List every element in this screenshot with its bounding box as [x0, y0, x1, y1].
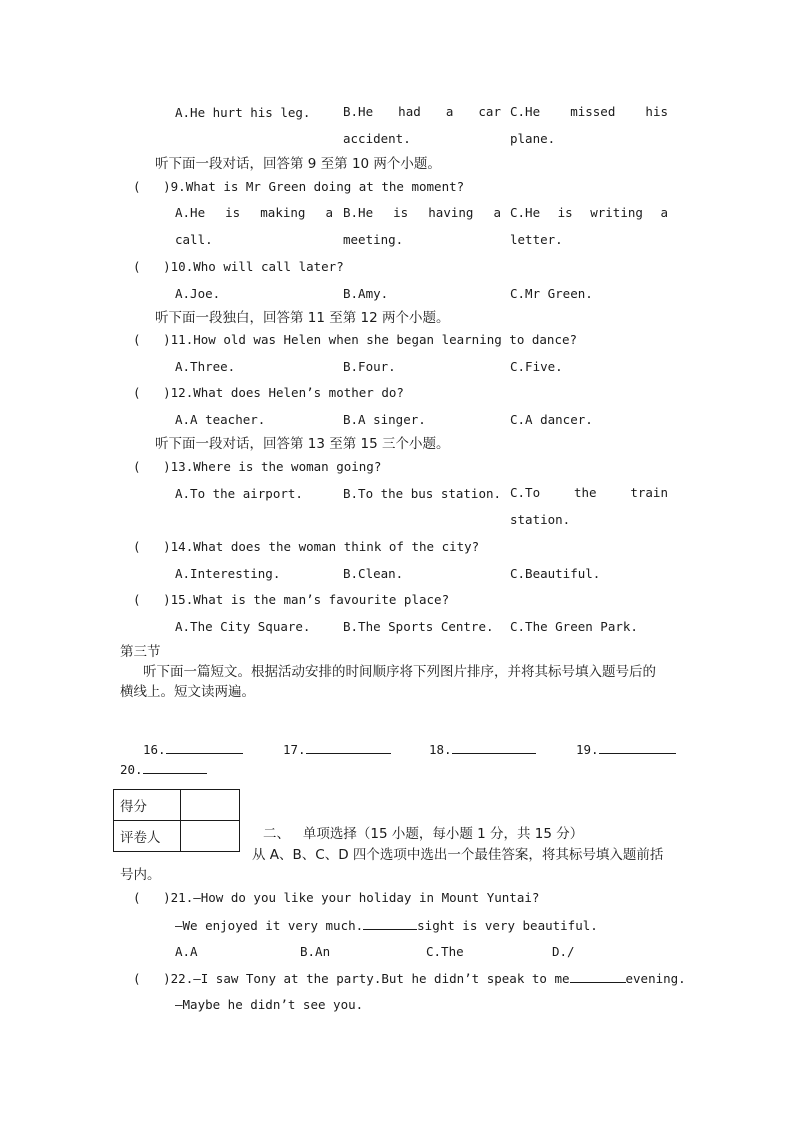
- q10-text: 10.Who will call later?: [170, 259, 344, 274]
- q11-text: 11.How old was Helen when she began learning to dance?: [170, 332, 578, 347]
- q9-option-a-line2: call.: [175, 232, 213, 247]
- word: making: [260, 205, 306, 220]
- q11-question: [133, 332, 577, 347]
- q9-option-b-line2: meeting.: [343, 232, 404, 247]
- answer-blank-19: [576, 741, 676, 757]
- blank-line[interactable]: [599, 741, 676, 754]
- q12-option-b: B.A singer.: [343, 412, 426, 427]
- answer-paren-close: ): [163, 332, 171, 347]
- answer-blank-17: [283, 741, 391, 757]
- q8-option-c: [510, 98, 668, 152]
- q14-option-c: C.Beautiful.: [510, 566, 601, 581]
- q8-option-b-line1: [343, 98, 501, 125]
- part2-instruction-line2: 号内。: [120, 867, 161, 883]
- blank-line[interactable]: [452, 741, 536, 754]
- q21-option-a: A.A: [175, 944, 198, 959]
- answer-paren-close: ): [163, 179, 171, 194]
- q12-option-c: C.A dancer.: [510, 412, 593, 427]
- part2-heading: [263, 822, 583, 842]
- q9-option-a-line1: [175, 199, 333, 226]
- blank-number: 17.: [283, 742, 306, 757]
- word: his: [645, 104, 668, 119]
- blank-line[interactable]: [143, 761, 207, 774]
- answer-blank-18: [429, 741, 536, 757]
- q12-text: 12.What does Helen’s mother do?: [170, 385, 404, 400]
- dialogue-13-15-instruction: 听下面一段对话，回答第 13 至第 15 三个小题。: [155, 436, 450, 452]
- q9-option-b-line1: [343, 199, 501, 226]
- word: C.To: [510, 485, 541, 500]
- blank-line[interactable]: [166, 741, 243, 754]
- q14-option-a: A.Interesting.: [175, 566, 281, 581]
- word: a: [445, 104, 454, 119]
- q10-option-a: A.Joe.: [175, 286, 221, 301]
- answer-paren-open: (: [133, 890, 141, 905]
- q13-option-c-line1: [510, 479, 668, 506]
- answer-paren-close: ): [163, 385, 171, 400]
- q21-option-b: B.An: [300, 944, 331, 959]
- word: is: [557, 205, 573, 220]
- blank-number: 16.: [143, 742, 166, 757]
- q10-option-c: C.Mr Green.: [510, 286, 593, 301]
- answer-paren-open: (: [133, 179, 141, 194]
- answer-paren-open: (: [133, 971, 141, 986]
- q13-option-c: [510, 479, 668, 533]
- word: B.He: [343, 104, 374, 119]
- word: C.He: [510, 205, 541, 220]
- q11-option-b: B.Four.: [343, 359, 396, 374]
- monologue-11-12-instruction: 听下面一段独白，回答第 11 至第 12 两个小题。: [155, 310, 450, 326]
- score-table: [113, 789, 240, 852]
- answer-paren-open: (: [133, 592, 141, 607]
- q15-option-a: A.The City Square.: [175, 619, 311, 634]
- q12-question: [133, 385, 404, 400]
- q8-option-a: A.He hurt his leg.: [175, 105, 311, 120]
- word: B.He: [343, 205, 374, 220]
- q9-option-b: [343, 199, 501, 253]
- word: C.He: [510, 104, 541, 119]
- q8-option-c-line1: [510, 98, 668, 125]
- word: the: [573, 485, 597, 500]
- q22-question: [133, 970, 686, 986]
- answer-paren-close: ): [163, 539, 171, 554]
- q13-option-a: A.To the airport.: [175, 486, 303, 501]
- grader-row: [114, 821, 240, 852]
- answer-blank-20: [120, 761, 207, 777]
- grader-cell[interactable]: [181, 821, 240, 852]
- q14-option-b: B.Clean.: [343, 566, 404, 581]
- q9-option-c-line1: [510, 199, 668, 226]
- q21-option-d: D./: [552, 944, 575, 959]
- q22-line1-post: evening.: [625, 971, 686, 986]
- q13-text: 13.Where is the woman going?: [170, 459, 382, 474]
- word: A.He: [175, 205, 206, 220]
- q21-line2-post: sight is very beautiful.: [417, 918, 598, 933]
- answer-paren-open: (: [133, 459, 141, 474]
- blank-number: 20.: [120, 762, 143, 777]
- q15-text: 15.What is the man’s favourite place?: [170, 592, 450, 607]
- q21-line1: 21.—How do you like your holiday in Mount Yuntai?: [170, 890, 540, 905]
- q21-line2-pre: —We enjoyed it very much.: [175, 918, 364, 933]
- blank-number: 19.: [576, 742, 599, 757]
- answer-paren-close: ): [163, 592, 171, 607]
- word: writing: [590, 205, 643, 220]
- q21-option-c: C.The: [426, 944, 464, 959]
- q11-option-c: C.Five.: [510, 359, 563, 374]
- q14-question: [133, 539, 479, 554]
- q22-line2: —Maybe he didn’t see you.: [175, 997, 364, 1012]
- answer-blank-16: [143, 741, 243, 757]
- q21-blank[interactable]: [363, 917, 417, 930]
- blank-number: 18.: [429, 742, 452, 757]
- answer-paren-close: ): [163, 971, 171, 986]
- q21-line2: [175, 917, 598, 933]
- word: had: [398, 104, 421, 119]
- q11-option-a: A.Three.: [175, 359, 236, 374]
- answer-paren-open: (: [133, 539, 141, 554]
- section3-instruction-line1: 听下面一篇短文。根据活动安排的时间顺序将下列图片排序，并将其标号填入题号后的: [143, 664, 656, 680]
- q15-option-c: C.The Green Park.: [510, 619, 638, 634]
- q12-option-a: A.A teacher.: [175, 412, 266, 427]
- q15-option-b: B.The Sports Centre.: [343, 619, 494, 634]
- q13-option-b: B.To the bus station.: [343, 486, 502, 501]
- answer-paren-open: (: [133, 385, 141, 400]
- word: train: [630, 485, 668, 500]
- q9-text: 9.What is Mr Green doing at the moment?: [170, 179, 465, 194]
- q8-option-b-line2: accident.: [343, 131, 411, 146]
- q10-question: [133, 259, 344, 274]
- q14-text: 14.What does the woman think of the city?: [170, 539, 480, 554]
- q9-question: [133, 179, 464, 194]
- section3-instruction-line2: 横线上。短文读两遍。: [120, 684, 255, 700]
- blank-line[interactable]: [306, 741, 391, 754]
- answer-paren-open: (: [133, 259, 141, 274]
- score-cell[interactable]: [181, 790, 240, 821]
- part2-heading-number: 二、: [263, 826, 290, 842]
- part2-heading-text: 单项选择（15 小题，每小题 1 分，共 15 分）: [302, 826, 584, 842]
- part2-instruction-line1: 从 A、B、C、D 四个选项中选出一个最佳答案，将其标号填入题前括: [252, 847, 664, 863]
- word: having: [428, 205, 474, 220]
- q8-option-c-line2: plane.: [510, 131, 556, 146]
- q22-line1-pre: 22.—I saw Tony at the party.But he didn’t speak to me: [170, 971, 570, 986]
- q9-option-c-line2: letter.: [510, 232, 563, 247]
- word: is: [393, 205, 409, 220]
- word: missed: [570, 104, 616, 119]
- answer-paren-open: (: [133, 332, 141, 347]
- word: a: [660, 205, 668, 220]
- q10-option-b: B.Amy.: [343, 286, 389, 301]
- dialogue-9-10-instruction: 听下面一段对话，回答第 9 至第 10 两个小题。: [155, 156, 441, 172]
- score-label: 得分: [114, 790, 181, 821]
- q13-question: [133, 459, 381, 474]
- q9-option-c: [510, 199, 668, 253]
- grader-label: 评卷人: [114, 821, 181, 852]
- q21-question: [133, 890, 539, 905]
- word: is: [225, 205, 241, 220]
- q22-blank[interactable]: [570, 970, 626, 983]
- answer-paren-close: ): [163, 459, 171, 474]
- q15-question: [133, 592, 449, 607]
- q13-option-c-line2: station.: [510, 512, 571, 527]
- q9-option-a: [175, 199, 333, 253]
- score-row: [114, 790, 240, 821]
- word: car: [478, 104, 501, 119]
- word: a: [493, 205, 501, 220]
- q8-option-b: [343, 98, 501, 152]
- section3-title: 第三节: [120, 644, 161, 660]
- word: a: [325, 205, 333, 220]
- answer-paren-close: ): [163, 259, 171, 274]
- answer-paren-close: ): [163, 890, 171, 905]
